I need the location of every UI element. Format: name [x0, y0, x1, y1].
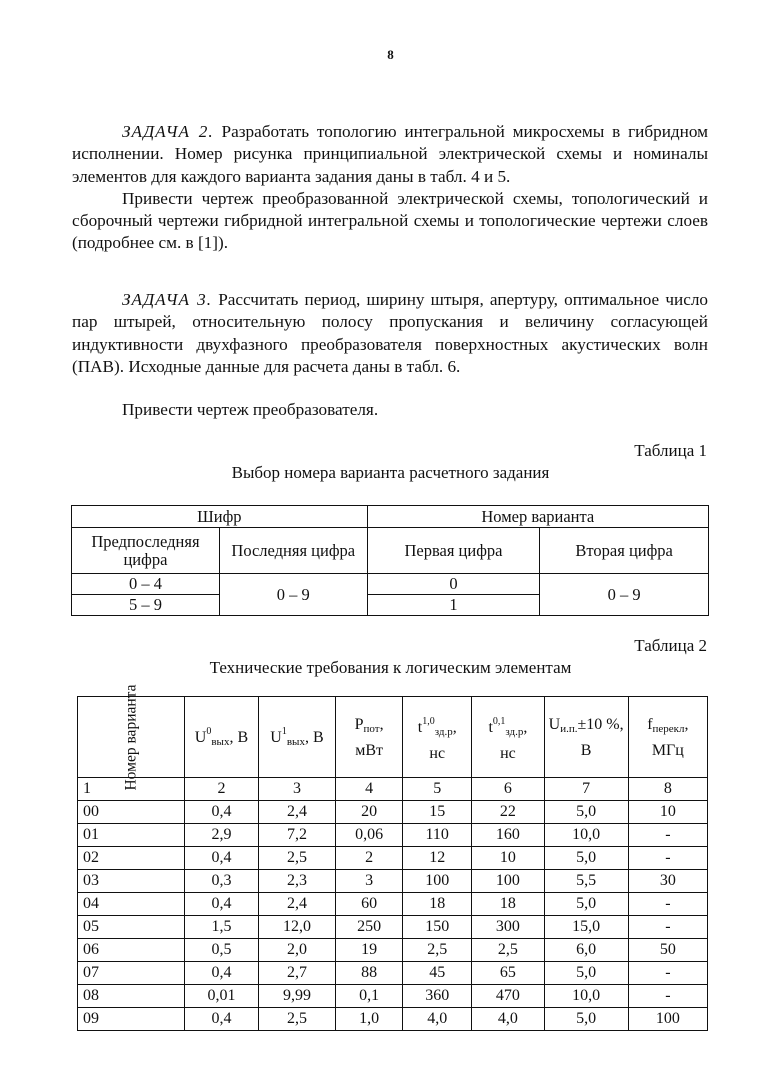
table-2-variant-cell: 04 — [78, 893, 185, 916]
table-2-caption: Технические требования к логическим элементам — [209, 658, 572, 677]
table-2-cell: 5,0 — [544, 847, 628, 870]
table-2-cell: 5,0 — [544, 801, 628, 824]
table-2-cell: - — [628, 916, 707, 939]
table-2-variant-cell: 00 — [78, 801, 185, 824]
table-2-cell: 2,5 — [258, 1008, 335, 1031]
table-2-cell: 150 — [403, 916, 472, 939]
table-2-cell: 360 — [403, 985, 472, 1008]
task-3-label: ЗАДАЧА 3. — [122, 290, 213, 309]
table-2-cell: 7,2 — [258, 824, 335, 847]
table-2-cell: 0,4 — [185, 1008, 259, 1031]
table-2-cell: 15 — [403, 801, 472, 824]
table-row — [78, 893, 708, 916]
table-1 — [71, 505, 709, 616]
table-1-cell: 0 – 4 — [72, 574, 220, 595]
table-2-cell: 100 — [472, 870, 544, 893]
task-2-paragraph-2: Привести чертеж преобразованной электрической схемы, топологический и сборочный чертежи гибридной интегральной схемы и топологические чертежи слоев (подробнее см. в [1]). — [72, 188, 708, 253]
table-row — [78, 916, 708, 939]
table-2-cell: 0,3 — [185, 870, 259, 893]
table-2-cell: 18 — [403, 893, 472, 916]
table-2-column-number: 1 — [78, 778, 185, 801]
table-2-cell: 2,5 — [403, 939, 472, 962]
table-2-cell: 0,4 — [185, 801, 259, 824]
table-2-header-u1: $U^1_{вых}$, В — [258, 697, 335, 778]
table-2-cell: 30 — [628, 870, 707, 893]
table-2-cell: 2,4 — [258, 801, 335, 824]
table-row — [78, 824, 708, 847]
table-2-cell: 12,0 — [258, 916, 335, 939]
table-row — [78, 985, 708, 1008]
table-2-cell: 10 — [628, 801, 707, 824]
table-2-variant-cell: 01 — [78, 824, 185, 847]
table-2-cell: 0,06 — [336, 824, 403, 847]
table-2 — [77, 683, 708, 1031]
task-2 — [72, 121, 708, 255]
table-2-cell: - — [628, 893, 707, 916]
table-2-variant-cell: 08 — [78, 985, 185, 1008]
table-2-cell: 3 — [336, 870, 403, 893]
table-2-column-numbers-row — [78, 778, 708, 801]
table-2-cell: 470 — [472, 985, 544, 1008]
table-2-variant-cell: 02 — [78, 847, 185, 870]
table-2-cell: 9,99 — [258, 985, 335, 1008]
table-2-cell: 250 — [336, 916, 403, 939]
table-2-cell: 0,01 — [185, 985, 259, 1008]
table-2-cell: 10 — [472, 847, 544, 870]
table-1-number: Таблица 1 — [634, 441, 707, 460]
table-row — [78, 847, 708, 870]
table-2-cell: 5,5 — [544, 870, 628, 893]
table-2-cell: 1,0 — [336, 1008, 403, 1031]
table-2-header-uip: $U_{и.п.}\pm 10$ %, В — [544, 697, 628, 778]
table-2-cell: 60 — [336, 893, 403, 916]
table-2-cell: - — [628, 985, 707, 1008]
table-2-cell: 88 — [336, 962, 403, 985]
table-2-cell: 5,0 — [544, 893, 628, 916]
table-1-cell: 5 – 9 — [72, 595, 220, 616]
table-2-cell: 1,5 — [185, 916, 259, 939]
table-2-cell: 0,5 — [185, 939, 259, 962]
table-1-group-cipher: Шифр — [72, 506, 368, 528]
table-2-variant-cell: 09 — [78, 1008, 185, 1031]
table-2-cell: 22 — [472, 801, 544, 824]
table-2-cell: - — [628, 962, 707, 985]
table-2-cell: 2 — [336, 847, 403, 870]
table-2-cell: 0,4 — [185, 847, 259, 870]
table-1-header-penultimate: Предпоследняя цифра — [72, 528, 220, 574]
table-2-cell: 15,0 — [544, 916, 628, 939]
table-2-cell: 10,0 — [544, 824, 628, 847]
table-2-cell: 100 — [628, 1008, 707, 1031]
table-2-cell: 2,5 — [258, 847, 335, 870]
table-2-variant-cell: 06 — [78, 939, 185, 962]
table-2-variant-cell: 05 — [78, 916, 185, 939]
table-2-cell: 300 — [472, 916, 544, 939]
table-2-cell: 2,5 — [472, 939, 544, 962]
table-2-cell: 110 — [403, 824, 472, 847]
table-row — [78, 801, 708, 824]
table-2-header-t01: $t^{0,1}_{зд.р}$, нс — [472, 697, 544, 778]
table-2-cell: 4,0 — [472, 1008, 544, 1031]
table-row — [78, 939, 708, 962]
table-2-cell: 4,0 — [403, 1008, 472, 1031]
table-2-column-number: 5 — [403, 778, 472, 801]
table-2-cell: - — [628, 824, 707, 847]
table-2-cell: 100 — [403, 870, 472, 893]
task-3-text-1: Рассчитать период, ширину штыря, апертуру, оптимальное число пар штырей, относительную полосу пропускания и величину согласующей индуктивности двухфазного преобразователя поверхностных акустических волн (ПАВ). Исходные данные для расчета даны в табл. 6. — [72, 290, 708, 376]
task-2-paragraph-1 — [72, 121, 708, 188]
table-2-cell: 2,4 — [258, 893, 335, 916]
task-3-paragraph-1 — [72, 289, 708, 378]
task-2-text-1: Разработать топологию интегральной микросхемы в гибридном исполнении. Номер рисунка принципиальной электрической схемы и номиналы элементов для каждого варианта задания даны в табл. 4 и 5. — [72, 122, 709, 186]
table-1-header-last: Последняя цифра — [219, 528, 367, 574]
table-row — [78, 1008, 708, 1031]
table-2-variant-cell: 07 — [78, 962, 185, 985]
table-2-cell: 2,3 — [258, 870, 335, 893]
table-1-header-first: Первая цифра — [367, 528, 540, 574]
table-2-variant-cell: 03 — [78, 870, 185, 893]
table-2-cell: 0,1 — [336, 985, 403, 1008]
table-2-cell: 2,7 — [258, 962, 335, 985]
table-2-cell: 50 — [628, 939, 707, 962]
table-2-cell: 2,9 — [185, 824, 259, 847]
page-number: 8 — [387, 47, 394, 62]
table-2-header-f: $f_{перекл}$, МГц — [628, 697, 707, 778]
table-2-cell: 19 — [336, 939, 403, 962]
table-2-cell: 18 — [472, 893, 544, 916]
table-2-cell: 2,0 — [258, 939, 335, 962]
table-2-cell: 0,4 — [185, 893, 259, 916]
table-2-column-number: 3 — [258, 778, 335, 801]
table-2-cell: 160 — [472, 824, 544, 847]
table-2-column-number: 8 — [628, 778, 707, 801]
table-1-cell: 1 — [367, 595, 540, 616]
table-row — [78, 962, 708, 985]
table-1-cell: 0 – 9 — [540, 574, 709, 616]
table-2-column-number: 4 — [336, 778, 403, 801]
table-2-cell: 12 — [403, 847, 472, 870]
task-2-label: ЗАДАЧА 2. — [122, 122, 214, 141]
task-3-paragraph-2: Привести чертеж преобразователя. — [122, 400, 379, 420]
table-2-cell: 45 — [403, 962, 472, 985]
table-1-header-second: Вторая цифра — [540, 528, 709, 574]
table-2-column-number: 2 — [185, 778, 259, 801]
table-2-cell: 20 — [336, 801, 403, 824]
table-2-cell: 65 — [472, 962, 544, 985]
task-3 — [72, 289, 708, 421]
table-2-cell: 5,0 — [544, 1008, 628, 1031]
table-1-cell: 0 — [367, 574, 540, 595]
table-2-column-number: 7 — [544, 778, 628, 801]
table-2-cell: 5,0 — [544, 962, 628, 985]
table-1-caption: Выбор номера варианта расчетного задания — [231, 463, 550, 482]
table-2-header-t10: $t^{1,0}_{зд.р}$, нс — [403, 697, 472, 778]
table-2-number: Таблица 2 — [634, 636, 707, 655]
table-row — [78, 870, 708, 893]
table-1-group-variant: Номер варианта — [367, 506, 708, 528]
table-2-header-variant: Номер варианта — [78, 697, 185, 778]
table-1-cell: 0 – 9 — [219, 574, 367, 616]
table-2-column-number: 6 — [472, 778, 544, 801]
table-2-header-p: $P_{пот}$, мВт — [336, 697, 403, 778]
table-2-cell: - — [628, 847, 707, 870]
table-2-cell: 6,0 — [544, 939, 628, 962]
table-2-cell: 10,0 — [544, 985, 628, 1008]
table-2-cell: 0,4 — [185, 962, 259, 985]
table-2-header-u0: $U^0_{вых}$, В — [185, 697, 259, 778]
